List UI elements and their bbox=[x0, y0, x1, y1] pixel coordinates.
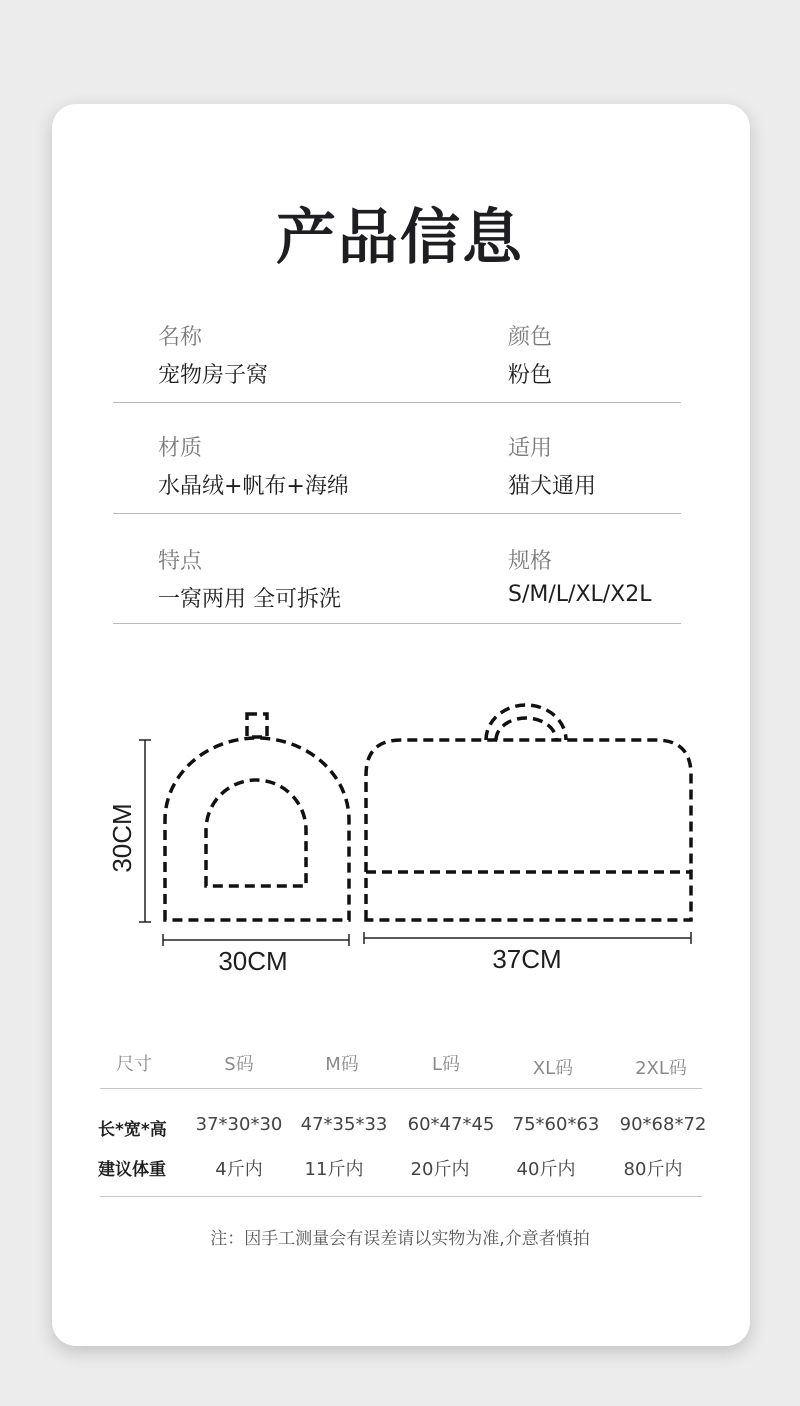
front-width-dimension-label: 30CM bbox=[218, 946, 288, 976]
table-cell: 37*30*30 bbox=[195, 1114, 283, 1135]
divider bbox=[113, 402, 681, 403]
table-divider bbox=[100, 1196, 702, 1197]
front-view-outline bbox=[165, 738, 349, 920]
divider bbox=[113, 623, 681, 624]
table-header-m: M码 bbox=[325, 1054, 359, 1075]
front-view-handle bbox=[247, 714, 267, 737]
table-row-label-dimensions: 长*宽*高 bbox=[98, 1120, 167, 1140]
info-label-name: 名称 bbox=[158, 325, 203, 350]
table-cell: 4斤内 bbox=[215, 1159, 263, 1180]
height-dimension-label: 30CM bbox=[107, 803, 137, 873]
table-row-label-weight: 建议体重 bbox=[98, 1160, 166, 1180]
table-cell: 11斤内 bbox=[304, 1159, 364, 1180]
info-value-color: 粉色 bbox=[508, 363, 553, 388]
info-label-color: 颜色 bbox=[508, 325, 553, 350]
table-cell: 75*60*63 bbox=[512, 1114, 600, 1135]
info-label-suitable: 适用 bbox=[508, 436, 553, 461]
info-label-feature: 特点 bbox=[158, 549, 203, 574]
info-value-spec: S/M/L/XL/X2L bbox=[508, 582, 652, 607]
table-divider bbox=[100, 1088, 702, 1089]
table-cell: 40斤内 bbox=[516, 1159, 576, 1180]
side-width-dimension-label: 37CM bbox=[492, 944, 562, 974]
side-view-handle-inner bbox=[496, 718, 556, 740]
table-header-s: S码 bbox=[224, 1054, 254, 1075]
info-label-spec: 规格 bbox=[508, 549, 553, 574]
table-cell: 80斤内 bbox=[623, 1159, 683, 1180]
table-header-l: L码 bbox=[431, 1054, 461, 1075]
info-value-material: 水晶绒+帆布+海绵 bbox=[158, 474, 349, 499]
front-view-doorway bbox=[206, 780, 306, 886]
table-header-xl: XL码 bbox=[532, 1058, 574, 1079]
divider bbox=[113, 513, 681, 514]
table-cell: 20斤内 bbox=[410, 1159, 470, 1180]
info-label-material: 材质 bbox=[158, 436, 203, 461]
info-value-feature: 一窝两用 全可拆洗 bbox=[158, 587, 341, 612]
table-cell: 90*68*72 bbox=[619, 1114, 707, 1135]
disclaimer-note: 注：因手工测量会有误差请以实物为准,介意者慎拍 bbox=[210, 1229, 590, 1249]
info-value-name: 宠物房子窝 bbox=[158, 363, 269, 388]
table-cell: 47*35*33 bbox=[300, 1114, 388, 1135]
side-view-outline bbox=[366, 740, 691, 920]
page-title: 产品信息 bbox=[276, 203, 524, 273]
info-value-suitable: 猫犬通用 bbox=[508, 474, 597, 499]
table-header-size: 尺寸 bbox=[116, 1054, 152, 1075]
table-cell: 60*47*45 bbox=[407, 1114, 495, 1135]
size-diagram bbox=[100, 690, 720, 990]
table-header-2xl: 2XL码 bbox=[635, 1058, 687, 1079]
